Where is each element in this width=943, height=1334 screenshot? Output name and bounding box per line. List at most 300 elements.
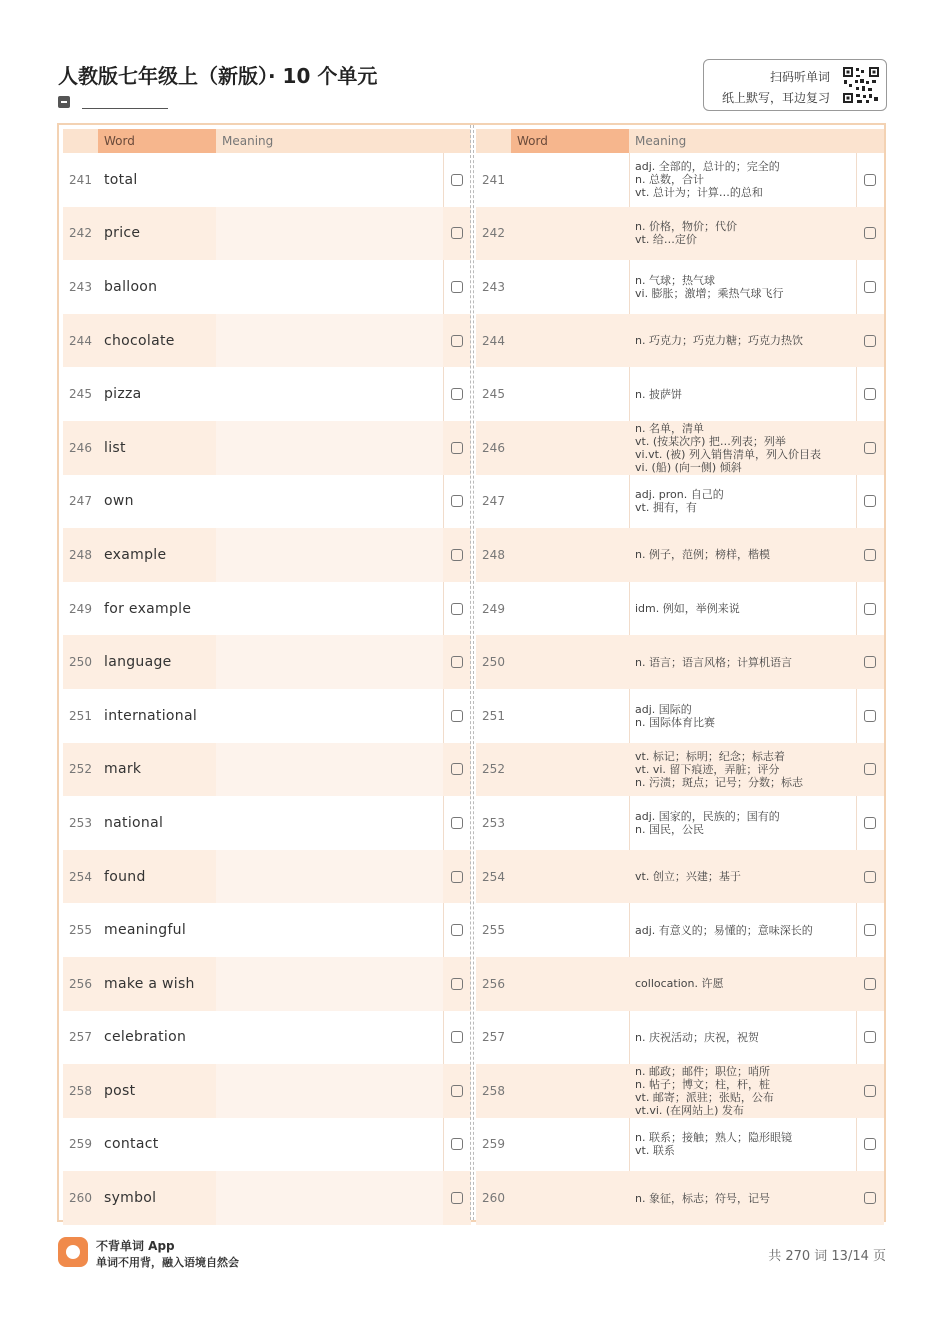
checkbox[interactable] [443,957,471,1011]
checkbox-icon [864,978,876,990]
checkbox[interactable] [856,957,884,1011]
table-row [63,314,471,368]
meaning-text [629,207,856,261]
word-column-header: Word [511,129,629,153]
meaning-blank[interactable] [216,421,443,475]
meaning-line: n. 污渍；斑点；记号；分数；标志 [635,775,803,789]
table-row [476,903,884,957]
word-blank[interactable] [511,796,629,850]
row-number: 256 [69,976,92,991]
checkbox-icon [451,763,463,775]
checkbox[interactable] [856,689,884,743]
table-row [476,153,884,207]
table-row [476,1064,884,1118]
checkbox[interactable] [443,1171,471,1225]
meaning-text [629,314,856,368]
meaning-text [629,635,856,689]
row-number: 252 [482,762,505,777]
qr-line1: 扫码听单词 [769,70,830,84]
row-number: 253 [482,815,505,830]
checkbox[interactable] [443,635,471,689]
meaning-line: vt. 总计为；计算…的总和 [635,186,763,200]
checkbox-icon [864,495,876,507]
checkbox-icon [451,174,463,186]
word-blank[interactable] [511,153,629,207]
meaning-line: n. 国民，公民 [635,822,704,836]
checkbox-icon [451,1085,463,1097]
meaning-blank[interactable] [216,957,443,1011]
meaning-text [629,421,856,475]
row-number: 244 [482,333,505,348]
checkbox[interactable] [443,582,471,636]
word-column-header: Word [98,129,216,153]
meaning-text [629,903,856,957]
num-header [476,129,511,153]
meaning-blank[interactable] [216,207,443,261]
checkbox-icon [451,227,463,239]
meaning-blank[interactable] [216,850,443,904]
checkbox-icon [451,442,463,454]
checkbox-icon [451,281,463,293]
table-row [63,796,471,850]
meaning-line: n. 国际体育比赛 [635,715,715,729]
checkbox[interactable] [856,528,884,582]
word-text: mark [104,761,142,778]
meaning-line: adj. 有意义的；易懂的；意味深长的 [635,923,813,937]
word-blank[interactable] [511,635,629,689]
table-row [476,957,884,1011]
table-row [476,850,884,904]
row-number: 258 [69,1083,92,1098]
meaning-line: n. 披萨饼 [635,387,682,401]
meaning-line: vt. 创立；兴建；基于 [635,870,741,884]
checkbox-icon [864,871,876,883]
row-number: 245 [69,387,92,402]
table-row [63,850,471,904]
word-rows [63,153,471,1225]
qr-line2: 纸上默写，耳边复习 [721,91,830,105]
table-row [476,635,884,689]
table-row [63,1011,471,1065]
checkbox[interactable] [443,367,471,421]
num-header [63,129,98,153]
row-number: 250 [69,655,92,670]
checkbox[interactable] [856,1171,884,1225]
meaning-line: n. 庆祝活动；庆祝，祝贺 [635,1030,759,1044]
checkbox[interactable] [856,850,884,904]
row-number: 242 [482,226,505,241]
checkbox[interactable] [443,314,471,368]
word-text: national [104,814,164,831]
table-row [63,903,471,957]
table-row [63,528,471,582]
word-text: example [104,546,167,563]
checkbox-icon [451,978,463,990]
word-text: celebration [104,1029,187,1046]
meaning-line: vt. 给…定价 [635,233,697,247]
row-number: 243 [69,279,92,294]
row-number: 258 [482,1083,505,1098]
word-blank[interactable] [511,1011,629,1065]
checkbox-icon [864,335,876,347]
checkbox[interactable] [856,314,884,368]
meaning-line: adj. 国家的，民族的；国有的 [635,809,780,823]
table-row [476,260,884,314]
meaning-line: adj. 全部的，总计的；完全的 [635,160,780,174]
table-row [476,1118,884,1172]
meaning-line: vt. 标记；标明；纪念；标志着 [635,749,785,763]
checkbox-icon [864,1085,876,1097]
row-number: 241 [482,172,505,187]
meaning-line: n. 巧克力；巧克力糖；巧克力热饮 [635,334,803,348]
checkbox-icon [451,603,463,615]
meaning-blank[interactable] [216,1171,443,1225]
word-text: own [104,493,134,510]
meaning-line: n. 价格，物价；代价 [635,220,737,234]
row-number: 254 [69,869,92,884]
meaning-line: n. 邮政；邮件；职位；哨所 [635,1064,770,1078]
fold-divider [470,125,474,1220]
meaning-blank[interactable] [216,475,443,529]
meaning-line: n. 名单，清单 [635,421,704,435]
checkbox[interactable] [443,475,471,529]
checkbox-icon [451,656,463,668]
meaning-column-header: Meaning [629,129,856,153]
table-row [63,1118,471,1172]
meaning-line: vt. 拥有，有 [635,501,697,515]
checkbox[interactable] [856,1064,884,1118]
meaning-blank[interactable] [216,582,443,636]
meaning-line: n. 帖子；博文；柱，杆，桩 [635,1077,770,1091]
row-number: 248 [482,547,505,562]
meaning-blank[interactable] [216,1064,443,1118]
row-number: 244 [69,333,92,348]
row-number: 249 [69,601,92,616]
qr-box[interactable] [703,59,887,111]
meaning-line: vt. vi. 留下痕迹，弄脏；评分 [635,762,780,776]
meaning-line: vi. 膨胀；激增；乘热气球飞行 [635,286,784,300]
checkbox-icon [864,603,876,615]
word-text: chocolate [104,332,175,349]
checkbox-icon [864,281,876,293]
checkbox-icon [451,710,463,722]
table-row [63,689,471,743]
meaning-text [629,367,856,421]
table-row [63,153,471,207]
meaning-line: vt. (按某次序) 把…列表；列举 [635,434,786,448]
checkbox[interactable] [443,260,471,314]
table-row [63,1171,471,1225]
word-text: price [104,225,141,242]
meaning-text [629,582,856,636]
page-title: 人教版七年级上（新版）· 10 个单元 [58,64,378,88]
row-number: 248 [69,547,92,562]
checkbox[interactable] [443,207,471,261]
meaning-line: n. 象征，标志；符号，记号 [635,1191,770,1205]
checkbox-icon [864,1031,876,1043]
meaning-text [629,528,856,582]
meaning-blank[interactable] [216,1118,443,1172]
checkbox[interactable] [443,796,471,850]
table-row [476,743,884,797]
page-info: 共 270 词 13/14 页 [768,1249,886,1264]
meaning-text [629,475,856,529]
row-number: 249 [482,601,505,616]
row-number: 250 [482,655,505,670]
table-row [63,1064,471,1118]
row-number: 255 [482,923,505,938]
checkbox-icon [451,924,463,936]
row-number: 259 [482,1137,505,1152]
app-name: 不背单词 App [96,1239,175,1253]
table-row [476,689,884,743]
checkbox[interactable] [856,421,884,475]
meaning-panel [476,129,884,1218]
checkbox[interactable] [443,528,471,582]
meaning-blank[interactable] [216,367,443,421]
checkbox-icon [864,656,876,668]
checkbox[interactable] [856,1011,884,1065]
word-text: symbol [104,1190,157,1207]
word-blank[interactable] [511,689,629,743]
meaning-line: vt. 联系 [635,1144,675,1158]
row-number: 245 [482,387,505,402]
meaning-line: idm. 例如，举例来说 [635,602,740,616]
meaning-line: n. 联系；接触；熟人；隐形眼镜 [635,1131,792,1145]
row-number: 253 [69,815,92,830]
checkbox[interactable] [856,796,884,850]
word-text: found [104,868,146,885]
word-blank[interactable] [511,1171,629,1225]
checkbox-icon [451,1192,463,1204]
row-number: 246 [69,440,92,455]
meaning-blank[interactable] [216,528,443,582]
table-row [476,314,884,368]
table-row [63,475,471,529]
checkbox-icon [451,817,463,829]
table-row [476,207,884,261]
meaning-rows [476,153,884,1225]
meaning-line: collocation. 许愿 [635,977,724,991]
meaning-text [629,260,856,314]
meaning-text [629,796,856,850]
word-text: make a wish [104,975,195,992]
checkbox[interactable] [443,1064,471,1118]
meaning-text [629,743,856,797]
row-number: 242 [69,226,92,241]
checkbox[interactable] [443,689,471,743]
table-row [63,367,471,421]
word-blank[interactable] [511,1064,629,1118]
table-row [63,635,471,689]
word-blank[interactable] [511,260,629,314]
name-line[interactable] [82,94,168,109]
checkbox[interactable] [443,903,471,957]
row-number: 257 [69,1030,92,1045]
name-icon [58,96,70,108]
meaning-line: adj. 国际的 [635,702,692,716]
checkbox[interactable] [856,635,884,689]
meaning-text [629,689,856,743]
row-number: 257 [482,1030,505,1045]
word-blank[interactable] [511,582,629,636]
checkbox-icon [864,227,876,239]
checkbox-icon [864,763,876,775]
word-text: total [104,171,138,188]
word-blank[interactable] [511,475,629,529]
table-row [63,421,471,475]
vocabulary-sheet [57,123,886,1222]
word-text: list [104,439,126,456]
meaning-blank[interactable] [216,796,443,850]
meaning-blank[interactable] [216,903,443,957]
checkbox[interactable] [856,475,884,529]
word-blank[interactable] [511,207,629,261]
meaning-line: vt.vi. (在网站上) 发布 [635,1103,744,1117]
checkbox-icon [451,335,463,347]
table-row [63,260,471,314]
meaning-line: vi. (船) (向一侧) 倾斜 [635,460,742,474]
qr-code-icon[interactable] [842,66,880,104]
checkbox-icon [864,442,876,454]
meaning-blank[interactable] [216,689,443,743]
checkbox[interactable] [443,1118,471,1172]
word-text: pizza [104,386,142,403]
word-text: international [104,707,198,724]
meaning-text [629,1118,856,1172]
checkbox[interactable] [856,260,884,314]
word-blank[interactable] [511,421,629,475]
checkbox[interactable] [856,207,884,261]
table-row [476,528,884,582]
meaning-text [629,850,856,904]
checkbox[interactable] [856,743,884,797]
check-header [443,129,471,153]
table-row [63,743,471,797]
table-row [476,796,884,850]
meaning-text [629,957,856,1011]
meaning-line: vi.vt. (被) 列入销售清单，列入价目表 [635,447,821,461]
checkbox-icon [864,174,876,186]
word-blank[interactable] [511,850,629,904]
word-blank[interactable] [511,528,629,582]
checkbox[interactable] [856,1118,884,1172]
row-number: 243 [482,279,505,294]
row-number: 247 [482,494,505,509]
word-text: post [104,1082,136,1099]
meaning-blank[interactable] [216,314,443,368]
row-number: 260 [69,1191,92,1206]
word-text: for example [104,600,192,617]
checkbox-icon [451,871,463,883]
row-number: 255 [69,923,92,938]
meaning-text [629,1011,856,1065]
row-number: 246 [482,440,505,455]
checkbox-icon [864,817,876,829]
word-text: meaningful [104,922,187,939]
checkbox[interactable] [443,850,471,904]
checkbox-icon [864,549,876,561]
checkbox-icon [451,549,463,561]
meaning-text [629,153,856,207]
meaning-blank[interactable] [216,743,443,797]
checkbox[interactable] [856,367,884,421]
table-row [476,367,884,421]
checkbox[interactable] [443,421,471,475]
meaning-line: vt. 邮寄；派驻；张贴，公布 [635,1090,774,1104]
table-row [476,1011,884,1065]
checkbox-icon [864,1138,876,1150]
table-row [476,1171,884,1225]
row-number: 260 [482,1191,505,1206]
checkbox-icon [864,924,876,936]
word-text: balloon [104,278,158,295]
meaning-line: n. 例子，范例；榜样，楷模 [635,548,770,562]
table-row [476,475,884,529]
checkbox-icon [451,1031,463,1043]
word-blank[interactable] [511,957,629,1011]
word-text: contact [104,1136,159,1153]
name-field [58,94,168,109]
word-blank[interactable] [511,1118,629,1172]
checkbox[interactable] [856,903,884,957]
row-number: 247 [69,494,92,509]
meaning-blank[interactable] [216,1011,443,1065]
table-row [63,957,471,1011]
row-number: 256 [482,976,505,991]
meaning-text [629,1064,856,1118]
checkbox-icon [864,1192,876,1204]
check-header [856,129,884,153]
table-row [476,582,884,636]
checkbox-icon [864,710,876,722]
row-number: 251 [482,708,505,723]
checkbox[interactable] [443,153,471,207]
checkbox-icon [451,1138,463,1150]
checkbox-icon [451,388,463,400]
checkbox[interactable] [443,1011,471,1065]
table-row [63,582,471,636]
table-row [476,421,884,475]
row-number: 241 [69,172,92,187]
word-text: language [104,654,172,671]
checkbox-icon [864,388,876,400]
word-blank[interactable] [511,314,629,368]
word-panel [63,129,471,1218]
word-blank[interactable] [511,743,629,797]
row-number: 254 [482,869,505,884]
app-logo-icon [58,1237,88,1267]
meaning-line: n. 语言；语言风格；计算机语言 [635,655,792,669]
meaning-column-header: Meaning [216,129,443,153]
row-number: 252 [69,762,92,777]
meaning-blank[interactable] [216,260,443,314]
word-blank[interactable] [511,367,629,421]
checkbox[interactable] [856,582,884,636]
meaning-line: n. 气球；热气球 [635,273,715,287]
meaning-blank[interactable] [216,635,443,689]
word-blank[interactable] [511,903,629,957]
meaning-line: adj. pron. 自己的 [635,488,724,502]
row-number: 259 [69,1137,92,1152]
table-row [63,207,471,261]
checkbox[interactable] [443,743,471,797]
meaning-blank[interactable] [216,153,443,207]
meaning-line: n. 总数，合计 [635,173,704,187]
app-slogan: 单词不用背，融入语境自然会 [96,1256,239,1269]
row-number: 251 [69,708,92,723]
checkbox[interactable] [856,153,884,207]
